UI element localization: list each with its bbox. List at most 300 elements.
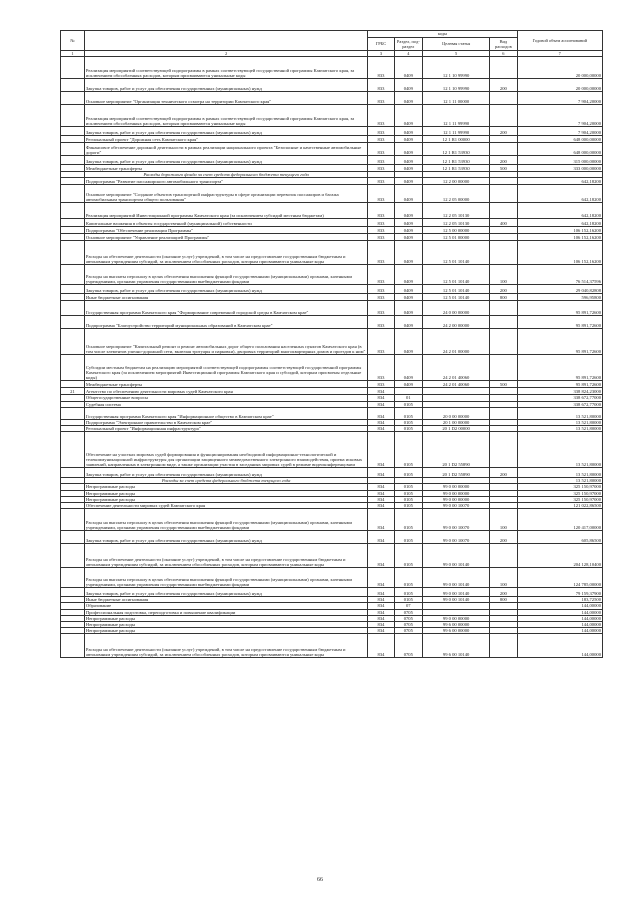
row-sum-cell: 7 904,20000 bbox=[517, 127, 602, 136]
row-name-cell: Межбюджетные трансферты bbox=[84, 381, 367, 388]
table-row bbox=[61, 57, 603, 79]
row-grbs-cell: 834 bbox=[368, 628, 394, 634]
row-section-cell: 0409 bbox=[394, 92, 422, 105]
row-grbs-cell: 834 bbox=[368, 603, 394, 609]
row-number-cell bbox=[61, 568, 85, 588]
row-name-cell: Субсидии местным бюджетам на реализацию мероприятий соответствующей подпрограммы соответствующей государственной программы Камчатского края (за исключением мероприятий Инвестиционной программы Камчатского края и субсидий, которым присвоены отдельные коды) bbox=[84, 355, 367, 381]
row-kind-cell: 200 bbox=[490, 156, 517, 165]
table-row bbox=[61, 407, 603, 419]
row-sum-cell: 325 150,97000 bbox=[517, 484, 602, 490]
row-target-cell: 12 1 R1 53930 bbox=[423, 165, 490, 172]
index-cell: 2 bbox=[84, 51, 367, 57]
row-name-cell: Закупка товаров, работ и услуг для обеспечения государственных (муниципальных) нужд bbox=[84, 285, 367, 294]
row-section-cell: 0105 bbox=[394, 509, 422, 531]
budget-table bbox=[60, 30, 603, 658]
row-sum-cell: 642,18200 bbox=[517, 185, 602, 203]
row-sum-cell: 144,00000 bbox=[517, 628, 602, 634]
row-kind-cell: 200 bbox=[490, 468, 517, 478]
row-grbs-cell: 833 bbox=[368, 285, 394, 294]
table-row bbox=[61, 185, 603, 203]
row-target-cell: 24 2 01 40060 bbox=[423, 381, 490, 388]
row-section-cell bbox=[394, 388, 422, 395]
row-sum-cell: 338 672,77000 bbox=[517, 401, 602, 407]
row-grbs-cell: 833 bbox=[368, 92, 394, 105]
row-grbs-cell: 834 bbox=[368, 509, 394, 531]
row-kind-cell: 800 bbox=[490, 597, 517, 603]
row-sum-cell: 29 040,82808 bbox=[517, 285, 602, 294]
table-row bbox=[61, 79, 603, 92]
row-section-cell: 0409 bbox=[394, 185, 422, 203]
header-sum: Годовой объем ассигнований bbox=[517, 31, 602, 51]
row-number-cell bbox=[61, 531, 85, 544]
header-codes: коды bbox=[368, 31, 517, 38]
row-section-cell: 0409 bbox=[394, 329, 422, 355]
row-sum-cell: 95 891,72600 bbox=[517, 329, 602, 355]
row-name-cell: Закупка товаров, работ и услуг для обеспечения государственных (муниципальных) нужд bbox=[84, 468, 367, 478]
row-target-cell: 99 0 00 10070 bbox=[423, 531, 490, 544]
index-cell: 1 bbox=[61, 51, 85, 57]
row-grbs-cell: 833 bbox=[368, 165, 394, 172]
row-section-cell: 0105 bbox=[394, 407, 422, 419]
row-target-cell: 99 6 00 00000 bbox=[423, 622, 490, 628]
table-row bbox=[61, 143, 603, 156]
table-row bbox=[61, 316, 603, 329]
row-grbs-cell: 833 bbox=[368, 301, 394, 316]
header-grbs: ГРБС bbox=[368, 38, 394, 51]
row-sum-cell: 124 785,00000 bbox=[517, 568, 602, 588]
row-sum-cell: 20 000,00000 bbox=[517, 57, 602, 79]
table-row bbox=[61, 381, 603, 388]
row-number-cell bbox=[61, 234, 85, 241]
table-row bbox=[61, 294, 603, 301]
table-row bbox=[61, 203, 603, 219]
row-target-cell: 20 1 D2 55890 bbox=[423, 432, 490, 468]
row-target-cell: 12 1 R1 00000 bbox=[423, 136, 490, 143]
row-kind-cell: 800 bbox=[490, 294, 517, 301]
table-row bbox=[61, 92, 603, 105]
row-kind-cell: 500 bbox=[490, 381, 517, 388]
row-name-cell: Расходы на обеспечение деятельности (оказание услуг) учреждений, в том числе на предоставление государственным бюджетным и автономным учреждениям субсидий, за исключением обособленных расходов, которым присваиваются уникальные коды bbox=[84, 544, 367, 568]
row-kind-cell: 200 bbox=[490, 285, 517, 294]
row-kind-cell bbox=[490, 185, 517, 203]
table-row bbox=[61, 301, 603, 316]
row-target-cell: 12 2 00 00000 bbox=[423, 178, 490, 185]
row-sum-cell: 325 150,97000 bbox=[517, 490, 602, 496]
row-name-cell: Непрограммные расходы bbox=[84, 484, 367, 490]
row-number-cell bbox=[61, 219, 85, 227]
row-grbs-cell: 833 bbox=[368, 203, 394, 219]
row-grbs-cell: 833 bbox=[368, 294, 394, 301]
row-name-cell: Иные бюджетные ассигнования bbox=[84, 294, 367, 301]
row-kind-cell: 100 bbox=[490, 568, 517, 588]
row-name-cell: Расходы дорожного фонда за счет средств федерального бюджета текущего года bbox=[84, 172, 367, 178]
row-target-cell: 12 1 R1 53930 bbox=[423, 143, 490, 156]
row-section-cell: 0409 bbox=[394, 294, 422, 301]
row-grbs-cell: 834 bbox=[368, 568, 394, 588]
header-section: Раздел, под-раздел bbox=[394, 38, 422, 51]
row-section-cell: 0409 bbox=[394, 316, 422, 329]
row-sum-cell: 315 000,00000 bbox=[517, 156, 602, 165]
row-name-cell: Подпрограмма "Развитие пассажирского автомобильного транспорта" bbox=[84, 178, 367, 185]
row-target-cell: 12 5 00 00000 bbox=[423, 227, 490, 234]
row-section-cell: 0409 bbox=[394, 57, 422, 79]
row-grbs-cell: 834 bbox=[368, 588, 394, 597]
row-name-cell: Образование bbox=[84, 603, 367, 609]
row-number-cell bbox=[61, 156, 85, 165]
row-section-cell: 01 bbox=[394, 395, 422, 401]
row-kind-cell bbox=[490, 227, 517, 234]
row-sum-cell: 106 152,16200 bbox=[517, 234, 602, 241]
row-section-cell: 0409 bbox=[394, 79, 422, 92]
row-target-cell: 99 0 00 10140 bbox=[423, 568, 490, 588]
row-sum-cell: 144,00000 bbox=[517, 609, 602, 615]
index-cell: 4 bbox=[394, 51, 422, 57]
table-row bbox=[61, 285, 603, 294]
row-number-cell bbox=[61, 127, 85, 136]
row-sum-cell: 338 824,23000 bbox=[517, 388, 602, 395]
row-target-cell: 12 5 01 00000 bbox=[423, 234, 490, 241]
header-kind: Вид расходов bbox=[490, 38, 517, 51]
table-row bbox=[61, 105, 603, 127]
row-number-cell bbox=[61, 544, 85, 568]
row-sum-cell: 7 904,20000 bbox=[517, 92, 602, 105]
row-section-cell: 0105 bbox=[394, 419, 422, 425]
row-sum-cell: 20 000,00000 bbox=[517, 79, 602, 92]
row-kind-cell bbox=[490, 105, 517, 127]
row-name-cell: Закупка товаров, работ и услуг для обеспечения государственных (муниципальных) нужд bbox=[84, 79, 367, 92]
row-grbs-cell: 834 bbox=[368, 432, 394, 468]
row-section-cell: 0409 bbox=[394, 156, 422, 165]
row-kind-cell: 500 bbox=[490, 165, 517, 172]
row-target-cell: 99 0 00 00000 bbox=[423, 496, 490, 502]
row-sum-cell: 106 152,16200 bbox=[517, 227, 602, 234]
row-name-cell: Расходы на обеспечение деятельности (оказание услуг) учреждений, в том числе на предоставление государственным бюджетным и автономным учреждениям субсидий, за исключением обособленных расходов, которым присваиваются уникальные коды bbox=[84, 634, 367, 658]
page-number: 66 bbox=[317, 877, 323, 883]
row-grbs-cell: 834 bbox=[368, 490, 394, 496]
row-grbs-cell: 834 bbox=[368, 531, 394, 544]
row-name-cell: Расходы за счет средств федерального бюджета текущего года bbox=[84, 478, 367, 484]
row-name-cell: Подпрограмма "Электронное правительство в Камчатском крае" bbox=[84, 419, 367, 425]
row-kind-cell bbox=[490, 241, 517, 265]
row-grbs-cell: 833 bbox=[368, 136, 394, 143]
row-number-cell bbox=[61, 509, 85, 531]
table-row bbox=[61, 432, 603, 468]
row-number-cell bbox=[61, 285, 85, 294]
table-row bbox=[61, 568, 603, 588]
row-number-cell bbox=[61, 185, 85, 203]
row-target-cell: 12 1 R1 53930 bbox=[423, 156, 490, 165]
row-name-cell: Непрограммные расходы bbox=[84, 622, 367, 628]
row-grbs-cell: 833 bbox=[368, 143, 394, 156]
row-grbs-cell: 834 bbox=[368, 634, 394, 658]
row-target-cell: 12 1 10 99990 bbox=[423, 79, 490, 92]
row-section-cell: 0105 bbox=[394, 496, 422, 502]
row-section-cell: 0409 bbox=[394, 234, 422, 241]
row-grbs-cell: 834 bbox=[368, 503, 394, 509]
row-kind-cell bbox=[490, 178, 517, 185]
row-name-cell: Общегосударственные вопросы bbox=[84, 395, 367, 401]
row-name-cell: Закупка товаров, работ и услуг для обеспечения государственных (муниципальных) нужд bbox=[84, 531, 367, 544]
row-section-cell: 0409 bbox=[394, 143, 422, 156]
row-sum-cell: 144,00000 bbox=[517, 603, 602, 609]
row-sum-cell: 183,72500 bbox=[517, 597, 602, 603]
row-number-cell bbox=[61, 355, 85, 381]
row-sum-cell: 13 521,80000 bbox=[517, 426, 602, 432]
row-target-cell: 20 1 D2 00000 bbox=[423, 426, 490, 432]
row-grbs-cell: 833 bbox=[368, 185, 394, 203]
row-section-cell: 0105 bbox=[394, 531, 422, 544]
row-sum-cell: 642,18200 bbox=[517, 219, 602, 227]
row-sum-cell: 95 891,72600 bbox=[517, 381, 602, 388]
row-target-cell: 12 2 05 00000 bbox=[423, 185, 490, 203]
row-name-cell: Закупка товаров, работ и услуг для обеспечения государственных (муниципальных) нужд bbox=[84, 156, 367, 165]
row-section-cell: 0705 bbox=[394, 634, 422, 658]
row-target-cell: 24 2 01 00000 bbox=[423, 329, 490, 355]
row-grbs-cell: 834 bbox=[368, 395, 394, 401]
row-section-cell: 0705 bbox=[394, 615, 422, 621]
row-sum-cell: 144,00000 bbox=[517, 634, 602, 658]
row-kind-cell bbox=[490, 143, 517, 156]
row-name-cell: Непрограммные расходы bbox=[84, 490, 367, 496]
row-name-cell: Расходы на выплаты персоналу в целях обеспечения выполнения функций государственными (муниципальными) органами, казенными учреждениями, органами управления государственными внебюджетными фондами bbox=[84, 265, 367, 285]
row-kind-cell bbox=[490, 388, 517, 395]
row-section-cell: 0105 bbox=[394, 426, 422, 432]
row-number-cell bbox=[61, 105, 85, 127]
row-kind-cell: 100 bbox=[490, 265, 517, 285]
row-kind-cell bbox=[490, 203, 517, 219]
row-number-cell bbox=[61, 329, 85, 355]
row-section-cell: 0105 bbox=[394, 484, 422, 490]
row-section-cell: 0105 bbox=[394, 588, 422, 597]
row-grbs-cell: 833 bbox=[368, 355, 394, 381]
row-number-cell bbox=[61, 143, 85, 156]
row-kind-cell bbox=[490, 316, 517, 329]
row-number-cell bbox=[61, 381, 85, 388]
header-target: Целевая статья bbox=[423, 38, 490, 51]
row-target-cell: 99 0 00 10140 bbox=[423, 588, 490, 597]
index-cell: 7 bbox=[517, 51, 602, 57]
row-grbs-cell: 834 bbox=[368, 622, 394, 628]
table-header bbox=[61, 31, 603, 57]
table-row bbox=[61, 127, 603, 136]
row-section-cell: 0409 bbox=[394, 301, 422, 316]
row-number-cell bbox=[61, 178, 85, 185]
row-name-cell: Закупка товаров, работ и услуг для обеспечения государственных (муниципальных) нужд bbox=[84, 588, 367, 597]
row-target-cell: 12 1 11 99990 bbox=[423, 105, 490, 127]
row-section-cell: 0409 bbox=[394, 136, 422, 143]
index-cell: 3 bbox=[368, 51, 394, 57]
row-target-cell: 99 0 00 10070 bbox=[423, 503, 490, 509]
row-number-cell bbox=[61, 92, 85, 105]
row-name-cell: Судебная система bbox=[84, 401, 367, 407]
row-number-cell bbox=[61, 634, 85, 658]
table-row bbox=[61, 265, 603, 285]
row-section-cell: 0409 bbox=[394, 381, 422, 388]
row-target-cell: 99 0 00 10140 bbox=[423, 544, 490, 568]
row-grbs-cell: 833 bbox=[368, 241, 394, 265]
row-number-cell bbox=[61, 241, 85, 265]
row-kind-cell: 200 bbox=[490, 127, 517, 136]
row-name-cell: Обеспечение деятельности мировых судей Камчатского края bbox=[84, 503, 367, 509]
row-target-cell: 12 1 11 00000 bbox=[423, 92, 490, 105]
row-name-cell: Расходы на обеспечение деятельности (оказание услуг) учреждений, в том числе на предоставление государственным бюджетным и автономным учреждениям субсидий, за исключением обособленных расходов, которым присваиваются уникальные коды bbox=[84, 241, 367, 265]
row-number-cell bbox=[61, 227, 85, 234]
row-sum-cell: 121 022,86500 bbox=[517, 503, 602, 509]
row-kind-cell bbox=[490, 432, 517, 468]
row-name-cell: Непрограммные расходы bbox=[84, 628, 367, 634]
row-name-cell: Региональный проект "Информационная инфраструктура" bbox=[84, 426, 367, 432]
row-section-cell: 0409 bbox=[394, 227, 422, 234]
row-name-cell: Региональный проект "Дорожная сеть Камчатского края" bbox=[84, 136, 367, 143]
header-name bbox=[84, 31, 367, 51]
row-number-cell bbox=[61, 301, 85, 316]
row-sum-cell: 95 891,72600 bbox=[517, 355, 602, 381]
row-target-cell: 20 0 00 00000 bbox=[423, 407, 490, 419]
row-target-cell: 99 0 00 10140 bbox=[423, 597, 490, 603]
row-grbs-cell: 833 bbox=[368, 156, 394, 165]
row-kind-cell bbox=[490, 634, 517, 658]
row-sum-cell: 13 521,80000 bbox=[517, 468, 602, 478]
row-name-cell: Расходы на выплаты персоналу в целях обеспечения выполнения функций государственными (муниципальными) органами, казенными учреждениями, органами управления государственными внебюджетными фондами bbox=[84, 509, 367, 531]
row-name-cell: Подпрограмма "Обеспечение реализации Программы" bbox=[84, 227, 367, 234]
table-row bbox=[61, 588, 603, 597]
row-number-cell bbox=[61, 165, 85, 172]
row-section-cell: 0705 bbox=[394, 609, 422, 615]
row-name-cell: Реализация мероприятий Инвестиционной программы Камчатского края (за исключением субсидий местным бюджетам) bbox=[84, 203, 367, 219]
row-sum-cell: 642,18200 bbox=[517, 203, 602, 219]
row-kind-cell bbox=[490, 301, 517, 316]
row-section-cell: 0105 bbox=[394, 597, 422, 603]
row-section-cell: 0409 bbox=[394, 265, 422, 285]
row-name-cell: Расходы на выплаты персоналу в целях обеспечения выполнения функций государственными (муниципальными) органами, казенными учреждениями, органами управления государственными внебюджетными фондами bbox=[84, 568, 367, 588]
header-number: № bbox=[61, 31, 85, 51]
table-row bbox=[61, 241, 603, 265]
row-grbs-cell: 833 bbox=[368, 381, 394, 388]
row-grbs-cell: 834 bbox=[368, 597, 394, 603]
row-number-cell bbox=[61, 265, 85, 285]
row-grbs-cell: 833 bbox=[368, 178, 394, 185]
row-kind-cell: 200 bbox=[490, 531, 517, 544]
row-sum-cell: 596,95800 bbox=[517, 294, 602, 301]
row-kind-cell bbox=[490, 407, 517, 419]
row-target-cell: 12 1 11 99990 bbox=[423, 127, 490, 136]
row-target-cell: 12 1 10 99990 bbox=[423, 57, 490, 79]
row-sum-cell: 13 521,80000 bbox=[517, 432, 602, 468]
row-number-cell bbox=[61, 57, 85, 79]
row-section-cell: 0105 bbox=[394, 568, 422, 588]
row-sum-cell: 648 000,00000 bbox=[517, 143, 602, 156]
row-kind-cell bbox=[490, 234, 517, 241]
row-target-cell: 99 0 00 00000 bbox=[423, 490, 490, 496]
row-grbs-cell: 834 bbox=[368, 468, 394, 478]
row-name-cell: Реализация мероприятий соответствующей подпрограммы в рамках соответствующей государственной программы Камчатского края, за исключением обособленных расходов, которым присваиваются уникальные коды bbox=[84, 105, 367, 127]
row-target-cell: 12 2 05 10130 bbox=[423, 219, 490, 227]
row-section-cell: 0409 bbox=[394, 178, 422, 185]
row-number-cell bbox=[61, 407, 85, 419]
row-name-cell: Основное мероприятие "Создание объектов транспортной инфраструктуры в сфере организации перевозок пассажиров и багажа автомобильным транспортом общего пользования" bbox=[84, 185, 367, 203]
table-row bbox=[61, 136, 603, 143]
row-number-cell bbox=[61, 136, 85, 143]
table-row bbox=[61, 388, 603, 395]
row-name-cell: Основное мероприятие "Управление реализацией Программы" bbox=[84, 234, 367, 241]
row-kind-cell: 400 bbox=[490, 219, 517, 227]
table-row bbox=[61, 531, 603, 544]
row-sum-cell: 204 128,10400 bbox=[517, 544, 602, 568]
row-kind-cell bbox=[490, 544, 517, 568]
row-name-cell: Профессиональная подготовка, переподготовка и повышение квалификации bbox=[84, 609, 367, 615]
row-sum-cell: 144,00000 bbox=[517, 622, 602, 628]
row-target-cell: 20 1 00 00000 bbox=[423, 419, 490, 425]
row-section-cell: 0409 bbox=[394, 165, 422, 172]
row-kind-cell bbox=[490, 355, 517, 381]
table-row bbox=[61, 227, 603, 234]
row-name-cell: Основное мероприятие "Организация технического осмотра на территории Камчатского края" bbox=[84, 92, 367, 105]
row-section-cell: 0409 bbox=[394, 105, 422, 127]
row-sum-cell: 120 417,00000 bbox=[517, 509, 602, 531]
row-target-cell: 12 5 01 10140 bbox=[423, 265, 490, 285]
row-sum-cell: 325 150,97000 bbox=[517, 496, 602, 502]
row-section-cell: 0409 bbox=[394, 241, 422, 265]
row-target-cell: 99 0 00 10070 bbox=[423, 509, 490, 531]
row-number-cell bbox=[61, 203, 85, 219]
row-kind-cell: 100 bbox=[490, 509, 517, 531]
row-target-cell: 20 1 D2 55890 bbox=[423, 468, 490, 478]
table-row bbox=[61, 165, 603, 172]
row-sum-cell: 333 000,00000 bbox=[517, 165, 602, 172]
row-grbs-cell: 834 bbox=[368, 609, 394, 615]
row-target-cell bbox=[423, 388, 490, 395]
row-section-cell: 0409 bbox=[394, 203, 422, 219]
row-number-cell bbox=[61, 79, 85, 92]
row-grbs-cell: 834 bbox=[368, 496, 394, 502]
row-target-cell: 99 6 00 00000 bbox=[423, 628, 490, 634]
row-section-cell: 0409 bbox=[394, 127, 422, 136]
row-target-cell: 24 2 01 40060 bbox=[423, 355, 490, 381]
row-target-cell: 12 5 01 10140 bbox=[423, 285, 490, 294]
row-name-cell: Реализация мероприятий соответствующей подпрограммы в рамках соответствующей государственной программы Камчатского края, за исключением обособленных расходов, которым присваиваются уникальные коды bbox=[84, 57, 367, 79]
row-sum-cell: 13 521,80000 bbox=[517, 478, 602, 484]
index-cell: 5 bbox=[423, 51, 490, 57]
row-grbs-cell: 834 bbox=[368, 407, 394, 419]
table-body bbox=[61, 57, 603, 658]
row-section-cell: 0409 bbox=[394, 219, 422, 227]
table-row bbox=[61, 178, 603, 185]
row-sum-cell: 95 891,72600 bbox=[517, 301, 602, 316]
row-sum-cell: 13 521,80000 bbox=[517, 407, 602, 419]
row-grbs-cell: 834 bbox=[368, 544, 394, 568]
row-grbs-cell: 833 bbox=[368, 316, 394, 329]
row-sum-cell: 106 152,16200 bbox=[517, 241, 602, 265]
row-target-cell: 12 5 01 10140 bbox=[423, 294, 490, 301]
row-sum-cell: 76 514,37596 bbox=[517, 265, 602, 285]
row-sum-cell: 144,00000 bbox=[517, 615, 602, 621]
row-name-cell: Непрограммные расходы bbox=[84, 496, 367, 502]
row-number-cell bbox=[61, 468, 85, 478]
row-target-cell: 12 2 05 10130 bbox=[423, 203, 490, 219]
row-name-cell: Обеспечение на участках мировых судей формирования и функционирования необходимой информационно-технологической и телекоммуникационной инфраструктуры для организации защищенного межведомственного электронного взаимодействия, приема исковых заявлений, направленных в электронном виде, а также организации участия в заседаниях мировых судей в режиме видеоконференцсвязи bbox=[84, 432, 367, 468]
row-sum-cell: 79 159,37900 bbox=[517, 588, 602, 597]
row-section-cell: 0105 bbox=[394, 544, 422, 568]
row-target-cell: 12 5 01 10140 bbox=[423, 241, 490, 265]
row-sum-cell: 648 000,00000 bbox=[517, 136, 602, 143]
table-row bbox=[61, 509, 603, 531]
row-name-cell: Финансовое обеспечение дорожной деятельности в рамках реализации национального проекта "Безопасные и качественные автомобильные дороги" bbox=[84, 143, 367, 156]
row-name-cell: Непрограммные расходы bbox=[84, 615, 367, 621]
row-section-cell: 0705 bbox=[394, 628, 422, 634]
row-sum-cell: 95 891,72600 bbox=[517, 316, 602, 329]
row-grbs-cell: 833 bbox=[368, 219, 394, 227]
row-grbs-cell: 833 bbox=[368, 57, 394, 79]
